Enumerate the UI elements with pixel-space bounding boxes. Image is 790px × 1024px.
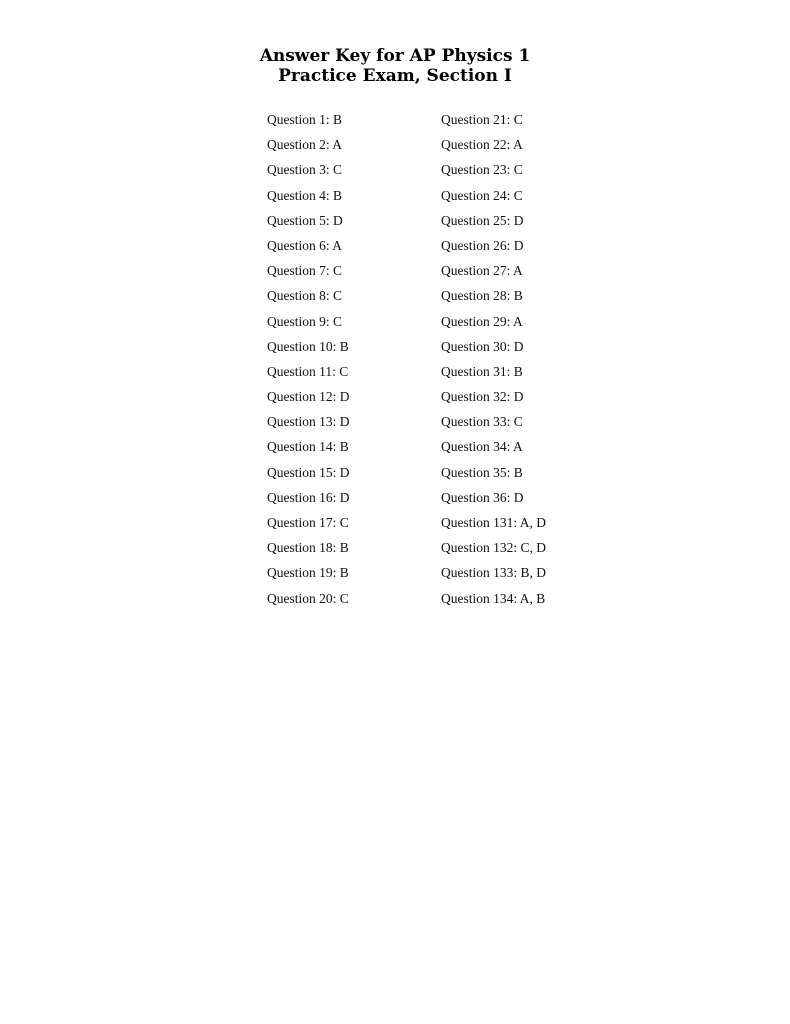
- answer-column-left: [267, 110, 350, 614]
- answer-item: Question 8: C: [267, 288, 343, 304]
- answer-item: Question 27: A: [441, 263, 523, 279]
- answer-item: Question 28: B: [441, 288, 523, 304]
- answer-item: Question 32: D: [441, 389, 524, 405]
- document-title: [0, 46, 790, 86]
- answer-item: Question 26: D: [441, 237, 524, 253]
- answer-item: Question 14: B: [267, 439, 349, 455]
- answer-column-right: [441, 110, 546, 614]
- answer-item: Question 17: C: [267, 515, 349, 530]
- answer-item: Question 19: B: [267, 565, 349, 581]
- answer-item: Question 22: A: [441, 137, 523, 153]
- answer-key-list: [267, 110, 587, 620]
- answer-item: Question 131: A, D: [441, 515, 547, 530]
- answer-item: Question 1: B: [267, 112, 343, 127]
- answer-item: Question 16: D: [267, 489, 350, 505]
- answer-item: Question 21: C: [441, 112, 523, 127]
- answer-item: Question 34: A: [441, 439, 523, 455]
- title-line-2: Practice Exam, Section I: [278, 66, 512, 86]
- answer-item: Question 9: C: [267, 313, 343, 329]
- answer-item: Question 12: D: [267, 389, 350, 405]
- answer-item: Question 6: A: [267, 237, 343, 253]
- answer-item: Question 5: D: [267, 212, 343, 228]
- answer-item: Question 33: C: [441, 414, 523, 430]
- answer-item: Question 35: B: [441, 464, 523, 480]
- answer-item: Question 4: B: [267, 187, 343, 203]
- answer-item: Question 30: D: [441, 338, 524, 354]
- answer-item: Question 11: C: [267, 363, 349, 379]
- answer-item: Question 23: C: [441, 162, 523, 178]
- answer-item: Question 132: C, D: [441, 540, 547, 556]
- answer-item: Question 2: A: [267, 137, 343, 153]
- answer-item: Question 133: B, D: [441, 565, 547, 581]
- answer-item: Question 20: C: [267, 590, 349, 606]
- answer-item: Question 134: A, B: [441, 590, 546, 606]
- answer-item: Question 7: C: [267, 263, 343, 279]
- answer-item: Question 3: C: [267, 162, 343, 178]
- answer-item: Question 10: B: [267, 338, 349, 354]
- answer-item: Question 18: B: [267, 540, 349, 556]
- answer-item: Question 25: D: [441, 212, 524, 228]
- answer-item: Question 29: A: [441, 313, 523, 329]
- answer-item: Question 13: D: [267, 414, 350, 430]
- answer-item: Question 31: B: [441, 363, 523, 379]
- answer-item: Question 24: C: [441, 187, 523, 203]
- title-line-1: Answer Key for AP Physics 1: [259, 46, 531, 66]
- answer-item: Question 15: D: [267, 464, 350, 480]
- answer-item: Question 36: D: [441, 489, 524, 505]
